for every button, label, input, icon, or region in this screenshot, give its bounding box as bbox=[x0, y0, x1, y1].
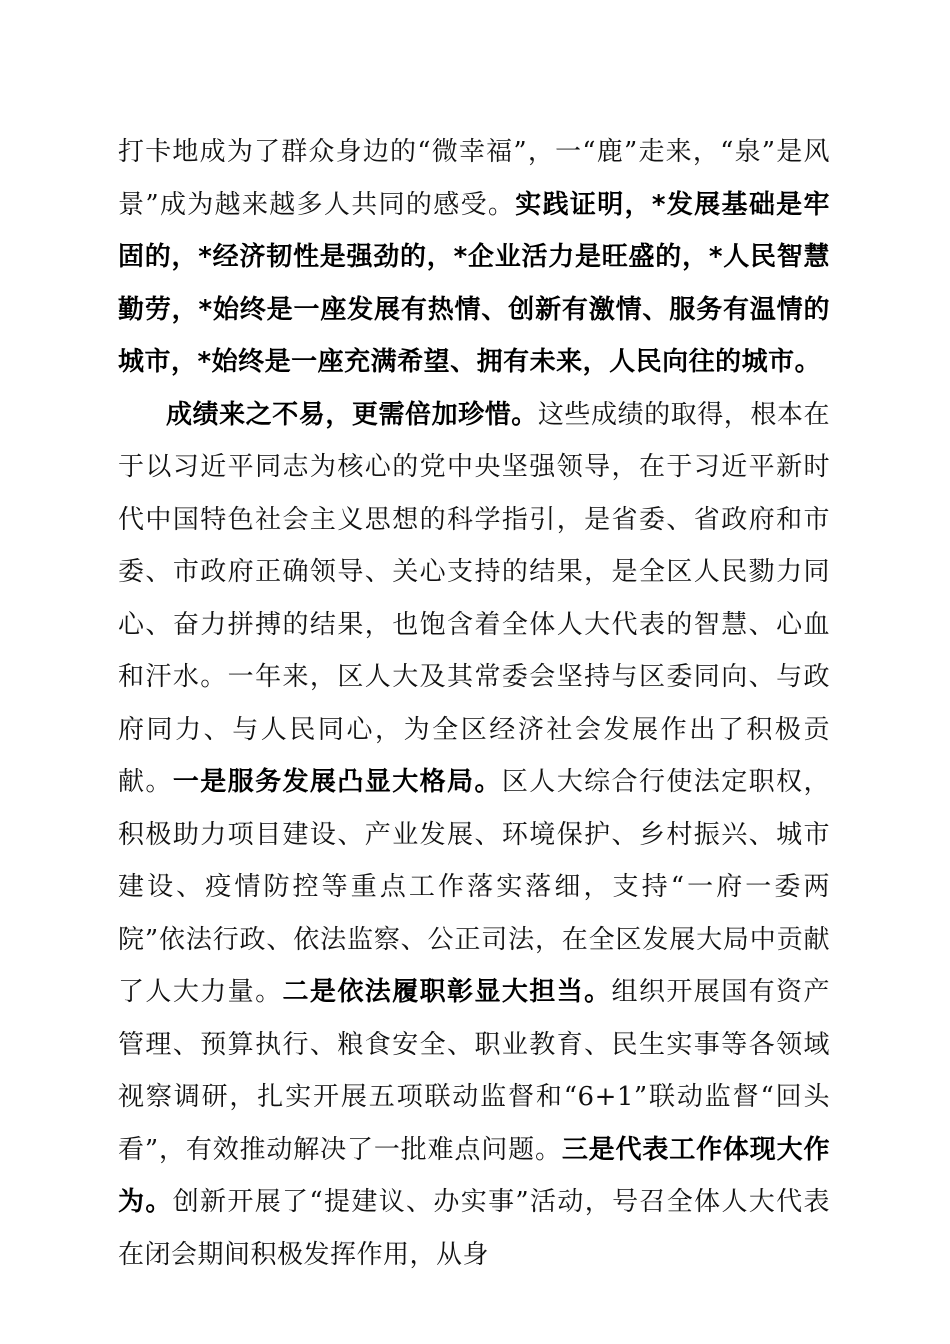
bold-text-segment: 三是代表工作体现大作为。 bbox=[118, 1134, 830, 1217]
bold-text-segment: 实践证明，*发展基础是牢固的，*经济韧性是强劲的，*企业活力是旺盛的，*人民智慧勤劳，*始终是一座发展有热情、创新有激情、服务有温情的城市，*始终是一座充满希望、拥有未来，人民向往的城市。 bbox=[118, 189, 830, 377]
bold-text-segment: 成绩来之不易，更需倍加珍惜。 bbox=[166, 399, 538, 430]
text-segment: 组织开展国有资产管理、预算执行、粮食安全、职业教育、民生实事等各领域视察调研，扎实开展五项联动监督和“6+1”联动监督“回头看”，有效推动解决了一批难点问题。 bbox=[118, 977, 830, 1165]
text-segment: 区人大综合行使法定职权，积极助力项目建设、产业发展、环境保护、乡村振兴、城市建设、疫情防控等重点工作落实落细，支持“一府一委两院”依法行政、依法监察、公正司法，在全区发展大局中贡献了人大力量。 bbox=[118, 767, 830, 1007]
bold-text-segment: 一是服务发展凸显大格局。 bbox=[172, 767, 502, 797]
body-text bbox=[118, 126, 830, 1281]
text-segment: 打卡地成为了群众身边的“微幸福”，一“鹿”走来，“泉”是风景”成为越来越多人共同的感受。 bbox=[118, 137, 830, 220]
bold-text-segment: 二是依法履职彰显大担当。 bbox=[282, 977, 612, 1007]
paragraph-1 bbox=[118, 126, 830, 389]
text-segment: 这些成绩的取得，根本在于以习近平同志为核心的党中央坚强领导，在于习近平新时代中国特色社会主义思想的科学指引，是省委、省政府和市委、市政府正确领导、关心支持的结果，是全区人民勠力同心、奋力拼搏的结果，也饱含着全体人大代表的智慧、心血和汗水。一年来，区人大及其常委会坚持与区委同向、与政府同力、与人民同心，为全区经济社会发展作出了积极贡献。 bbox=[118, 399, 830, 797]
text-segment: 创新开展了“提建议、办实事”活动，号召全体人大代表在闭会期间积极发挥作用，从身 bbox=[118, 1187, 830, 1270]
paragraph-2 bbox=[118, 389, 830, 1282]
